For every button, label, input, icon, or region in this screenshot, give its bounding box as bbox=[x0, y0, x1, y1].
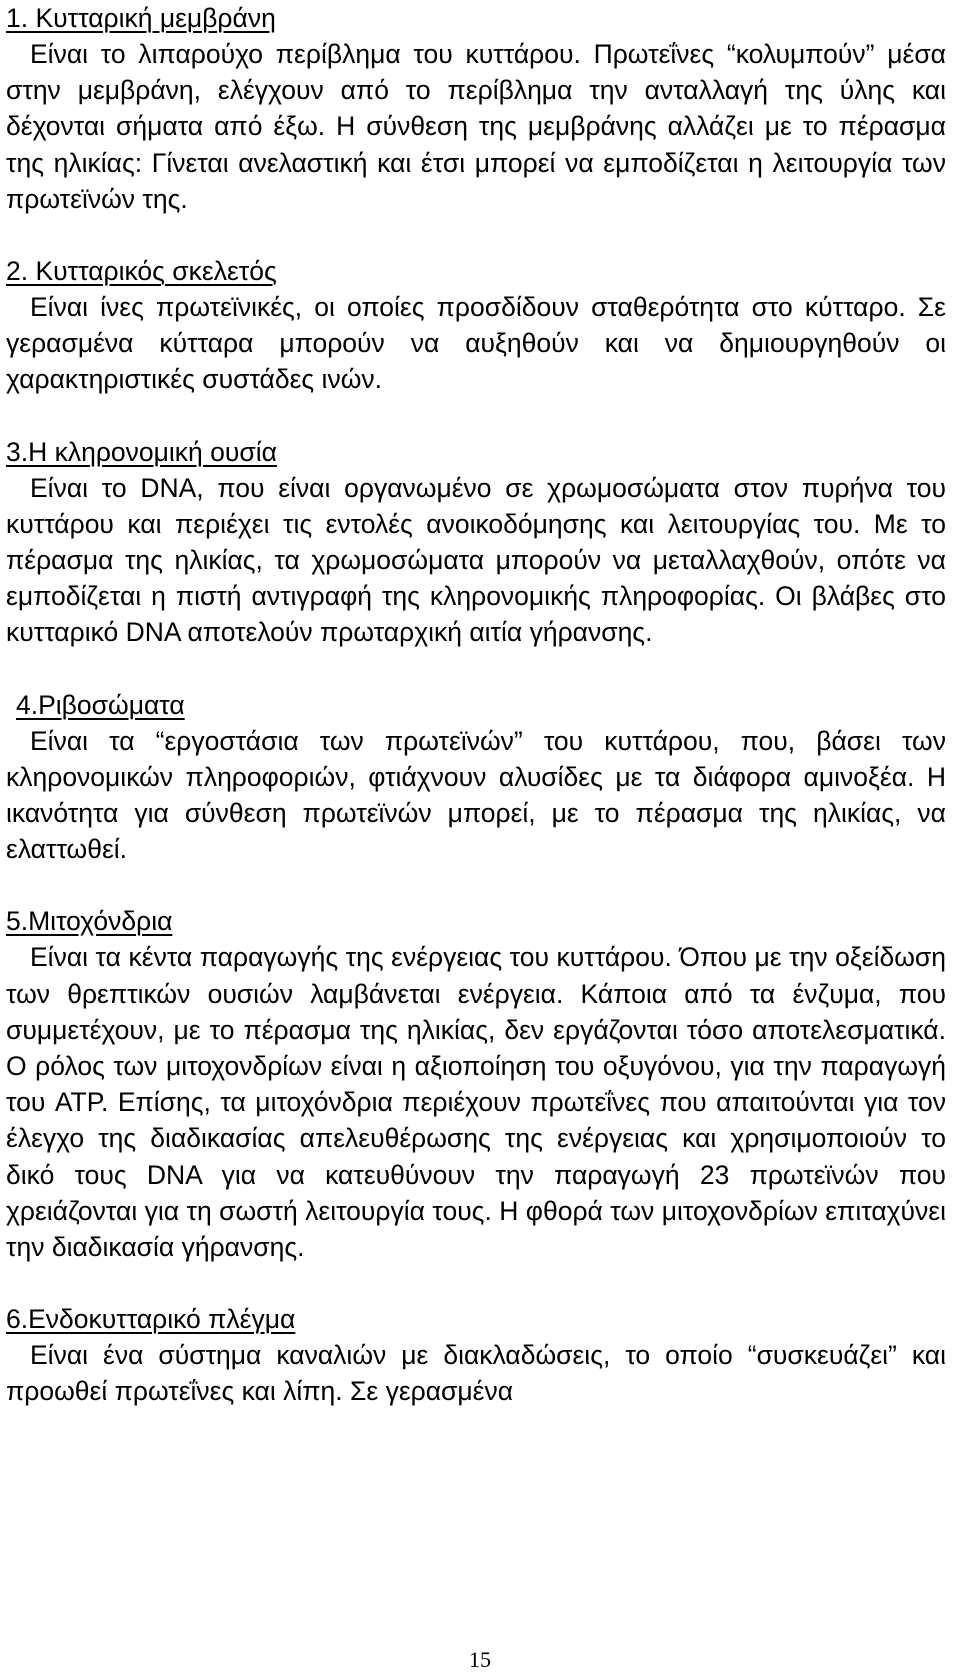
page-number: 15 bbox=[469, 1647, 491, 1672]
section-gap bbox=[6, 1265, 946, 1301]
section-body: Είναι ένα σύστημα καναλιών με διακλαδώσεις, το οποίο “συσκευάζει” και προωθεί πρωτεΐνες και λίπη. Σε γερασμένα bbox=[6, 1340, 946, 1407]
section-heading: 5.Μιτοχόνδρια bbox=[6, 906, 173, 937]
section-cell-membrane bbox=[6, 0, 946, 217]
section-body: Είναι τα “εργοστάσια των πρωτεϊνών” του κυττάρου, που, βάσει των κληρονομικών πληροφοριών, φτιάχνουν αλυσίδες με τα διάφορα αμινοξέα. Η ικανότητα για σύνθεση πρωτεϊνών μπορεί, με το πέρασμα της ηλικίας, να ελαττωθεί. bbox=[6, 725, 946, 865]
section-gap bbox=[6, 217, 946, 253]
section-body: Είναι τα κέντα παραγωγής της ενέργειας του κυττάρου. Όπου με την οξείδωση των θρεπτικών ουσιών λαμβάνεται ενέργεια. Κάποια από τα ένζυμα, που συμμετέχουν, με το πέρασμα της ηλικίας, δεν εργάζονται τόσο αποτελεσματικά. Ο ρόλος των μιτοχονδρίων είναι η αξιοποίηση του οξυγόνου, για την παραγωγή του ATP. Επίσης, τα μιτοχόνδρια περιέχουν πρωτεΐνες που απαιτούνται για τον έλεγχο της διαδικασίας απελευθέρωσης της ενέργειας και χρησιμοποιούν το δικό τους DNA για να κατευθύνουν την παραγωγή 23 πρωτεϊνών που χρειάζονται για τη σωστή λειτουργία τους. Η φθορά των μιτοχονδρίων επιταχύνει την διαδικασία γήρανσης. bbox=[6, 942, 946, 1263]
section-body: Είναι ίνες πρωτεϊνικές, οι οποίες προσδίδουν σταθερότητα στο κύτταρο. Σε γερασμένα κύτταρα μπορούν να αυξηθούν και να δημιουργηθούν οι χαρακτηριστικές συστάδες ινών. bbox=[6, 292, 946, 395]
section-heading: 6.Ενδοκυτταρικό πλέγμα bbox=[6, 1304, 296, 1335]
section-endoplasmic-reticulum bbox=[6, 1301, 946, 1409]
section-heading: 4.Ριβοσώματα bbox=[16, 689, 185, 720]
section-heading: 1. Κυτταρική μεμβράνη bbox=[6, 3, 276, 33]
section-heading: 2. Κυτταρικός σκελετός bbox=[6, 256, 277, 287]
section-gap bbox=[6, 651, 946, 687]
section-body: Είναι το λιπαρούχο περίβλημα του κυττάρου. Πρωτεΐνες “κολυμπούν” μέσα στην μεμβράνη, ελέγχουν από το περίβλημα την ανταλλαγή της ύλης και δέχονται σήματα από έξω. Η σύνθεση της μεμβράνης αλλάζει με το πέρασμα της ηλικίας: Γίνεται ανελαστική και έτσι μπορεί να εμποδίζεται η λειτουργία των πρωτεϊνών της. bbox=[6, 39, 946, 214]
section-gap bbox=[6, 398, 946, 434]
section-gap bbox=[6, 867, 946, 903]
section-body: Είναι το DNA, που είναι οργανωμένο σε χρωμοσώματα στον πυρήνα του κυττάρου και περιέχει τις εντολές ανοικοδόμησης και λειτουργίας του. Με το πέρασμα της ηλικίας, τα χρωμοσώματα μπορούν να μεταλλαχθούν, οπότε να εμποδίζεται η πιστή αντιγραφή της κληρονομικής πληροφορίας. Οι βλάβες στο κυτταρικό DNA αποτελούν πρωταρχική αιτία γήρανσης. bbox=[6, 472, 946, 648]
section-mitochondria bbox=[6, 903, 946, 1265]
section-cytoskeleton bbox=[6, 253, 946, 398]
section-heading: 3.Η κληρονομική ουσία bbox=[6, 436, 277, 467]
document-page bbox=[6, 0, 946, 1410]
section-ribosomes bbox=[6, 687, 946, 868]
section-genetic-material bbox=[6, 434, 946, 651]
